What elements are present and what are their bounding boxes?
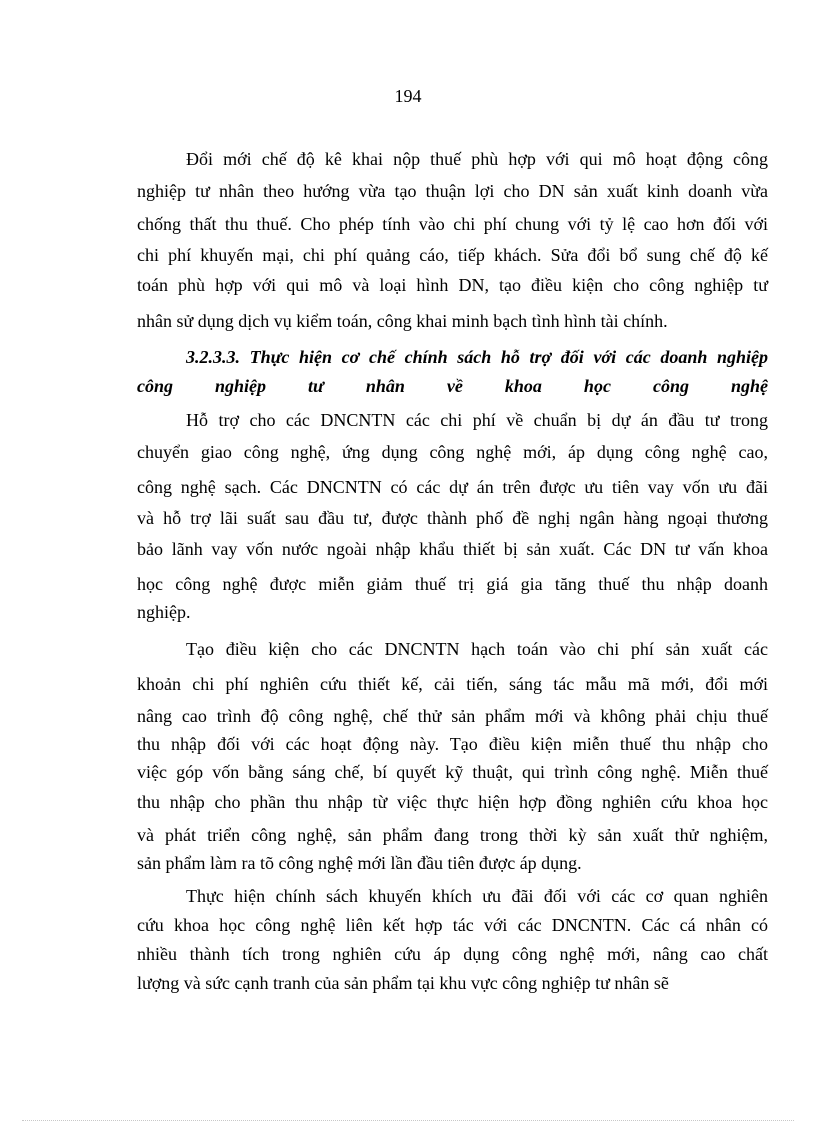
body-line: khoản chi phí nghiên cứu thiết kế, cải tiến, sáng tác mẫu mã mới, đổi mới xyxy=(137,674,768,694)
section-heading: 3.2.3.3. Thực hiện cơ chế chính sách hỗ trợ đối với các doanh nghiệp xyxy=(186,347,768,367)
body-line: Thực hiện chính sách khuyến khích ưu đãi đối với các cơ quan nghiên xyxy=(186,886,768,906)
body-line: nhiều thành tích trong nghiên cứu áp dụng công nghệ mới, nâng cao chất xyxy=(137,944,768,964)
body-line: thu nhập cho phần thu nhập từ việc thực hiện hợp đồng nghiên cứu khoa học xyxy=(137,792,768,812)
body-line: chi phí khuyến mại, chi phí quảng cáo, tiếp khách. Sửa đổi bổ sung chế độ kế xyxy=(137,245,768,265)
body-line: cứu khoa học công nghệ liên kết hợp tác với các DNCNTN. Các cá nhân có xyxy=(137,915,768,935)
body-line: nâng cao trình độ công nghệ, chế thử sản phẩm mới và không phải chịu thuế xyxy=(137,706,768,726)
body-line: bảo lãnh vay vốn nước ngoài nhập khẩu thiết bị sản xuất. Các DN tư vấn khoa xyxy=(137,539,768,559)
body-line: Tạo điều kiện cho các DNCNTN hạch toán vào chi phí sản xuất các xyxy=(186,639,768,659)
body-line: việc góp vốn bằng sáng chế, bí quyết kỹ thuật, qui trình công nghệ. Miễn thuế xyxy=(137,762,768,782)
body-line: nghiệp tư nhân theo hướng vừa tạo thuận lợi cho DN sản xuất kinh doanh vừa xyxy=(137,181,768,201)
body-line: chuyển giao công nghệ, ứng dụng công nghệ mới, áp dụng công nghệ cao, xyxy=(137,442,768,462)
body-line: Đổi mới chế độ kê khai nộp thuế phù hợp với qui mô hoạt động công xyxy=(186,149,768,169)
page-bottom-border xyxy=(22,1120,794,1121)
body-line: lượng và sức cạnh tranh của sản phẩm tại khu vực công nghiệp tư nhân sẽ xyxy=(137,973,669,993)
body-line: thu nhập đối với các hoạt động này. Tạo điều kiện miễn thuế thu nhập cho xyxy=(137,734,768,754)
section-heading: công nghiệp tư nhân về khoa học công nghệ xyxy=(137,376,768,396)
body-line: học công nghệ được miễn giảm thuế trị giá gia tăng thuế thu nhập doanh xyxy=(137,574,768,594)
body-line: Hỗ trợ cho các DNCNTN các chi phí về chuẩn bị dự án đầu tư trong xyxy=(186,410,768,430)
page-number: 194 xyxy=(394,86,422,106)
body-line: nghiệp. xyxy=(137,602,191,622)
body-line: sản phẩm làm ra tõ công nghệ mới lần đầu tiên được áp dụng. xyxy=(137,853,582,873)
body-line: và phát triển công nghệ, sản phẩm đang trong thời kỳ sản xuất thử nghiệm, xyxy=(137,825,768,845)
body-line: chống thất thu thuế. Cho phép tính vào chi phí chung với tỷ lệ cao hơn đối với xyxy=(137,214,768,234)
body-line: nhân sử dụng dịch vụ kiểm toán, công khai minh bạch tình hình tài chính. xyxy=(137,311,668,331)
body-line: toán phù hợp với qui mô và loại hình DN, tạo điều kiện cho công nghiệp tư xyxy=(137,275,768,295)
body-line: công nghệ sạch. Các DNCNTN có các dự án trên được ưu tiên vay vốn ưu đãi xyxy=(137,477,768,497)
body-line: và hỗ trợ lãi suất sau đầu tư, được thành phố đề nghị ngân hàng ngoại thương xyxy=(137,508,768,528)
